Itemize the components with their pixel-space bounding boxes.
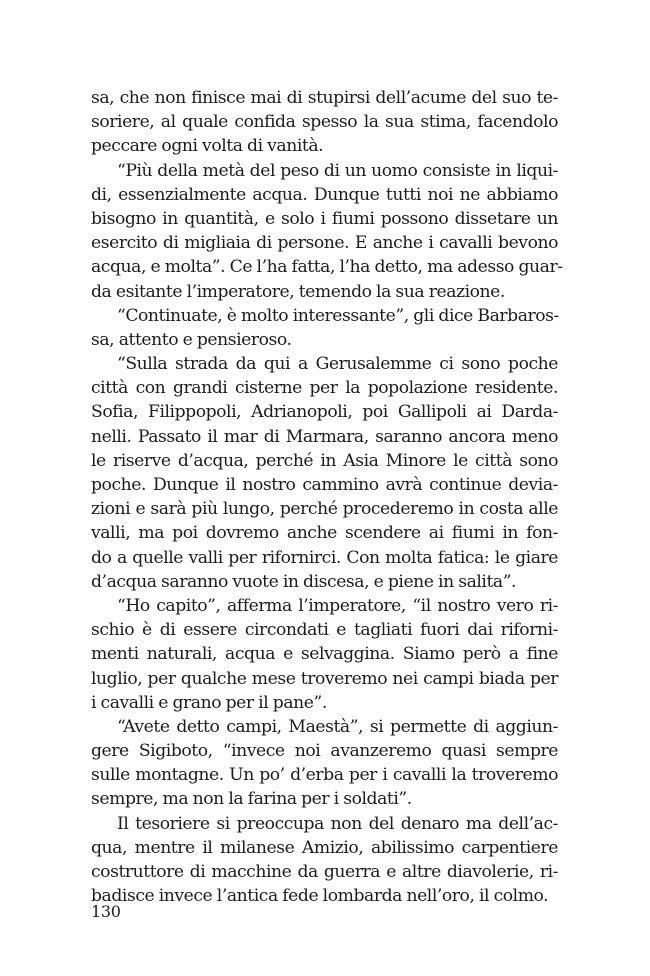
text-line: “Più della metà del peso di un uomo consiste in liqui- — [117, 160, 558, 181]
text-line: città con grandi cisterne per la popolazione residente. — [91, 378, 558, 399]
text-line: Il tesoriere si preoccupa non del denaro ma dell’ac- — [117, 813, 558, 834]
text-line: menti naturali, acqua e selvaggina. Siamo però a fine — [91, 644, 558, 665]
text-line: luglio, per qualche mese troveremo nei campi biada per — [91, 668, 558, 689]
text-line: sa, attento e pensieroso. — [91, 329, 292, 350]
text-line: “Avete detto campi, Maestà”, si permette di aggiun- — [117, 716, 558, 737]
page-number: 130 — [91, 902, 121, 921]
text-line: costruttore di macchine da guerra e altre diavolerie, ri- — [91, 862, 558, 882]
text-line: gere Sigiboto, “invece noi avanzeremo quasi sempre — [91, 741, 558, 762]
text-line: sa, che non finisce mai di stupirsi dell’acume del suo te- — [91, 88, 558, 108]
text-line: do a quelle valli per rifornirci. Con molta fatica: le giare — [91, 547, 558, 568]
text-line: sulle montagne. Un po’ d’erba per i cavalli la troveremo — [91, 765, 558, 786]
text-line: di, essenzialmente acqua. Dunque tutti noi ne abbiamo — [91, 184, 558, 205]
text-line: valli, ma poi dovremo anche scendere ai fiumi in fon- — [91, 523, 558, 544]
text-line: “Sulla strada da qui a Gerusalemme ci sono poche — [117, 354, 558, 375]
text-line: sempre, ma non la farina per i soldati”. — [91, 789, 412, 810]
text-line: acqua, e molta”. Ce l’ha fatta, l’ha detto, ma adesso guar- — [91, 257, 563, 278]
text-line: poche. Dunque il nostro cammino avrà continue devia- — [91, 475, 558, 495]
text-line: nelli. Passato il mar di Marmara, saranno ancora meno — [91, 426, 558, 447]
text-line: le riserve d’acqua, perché in Asia Minore le città sono — [91, 450, 558, 471]
body-text — [91, 86, 563, 908]
text-line: bisogno in quantità, e solo i fiumi possono dissetare un — [91, 208, 558, 229]
text-line: qua, mentre il milanese Amizio, abilissimo carpentiere — [91, 837, 558, 858]
text-line: “Ho capito”, afferma l’imperatore, “il nostro vero ri- — [117, 595, 558, 616]
text-line: i cavalli e grano per il pane”. — [91, 692, 327, 713]
text-line: “Continuate, è molto interessante”, gli dice Barbaros- — [117, 305, 559, 326]
text-line: zioni e sarà più lungo, perché procederemo in costa alle — [91, 499, 558, 520]
text-line: soriere, al quale confida spesso la sua stima, facendolo — [91, 112, 558, 133]
text-line: peccare ogni volta di vanità. — [91, 136, 324, 157]
text-line: da esitante l’imperatore, temendo la sua reazione. — [91, 281, 505, 302]
text-line: badisce invece l’antica fede lombarda nell’oro, il colmo. — [91, 886, 549, 907]
text-line: Sofia, Filippopoli, Adrianopoli, poi Gallipoli ai Darda- — [91, 402, 558, 423]
text-line: d’acqua saranno vuote in discesa, e piene in salita”. — [91, 571, 517, 592]
text-line: esercito di migliaia di persone. E anche i cavalli bevono — [91, 233, 558, 254]
text-line: schio è di essere circondati e tagliati fuori dai riforni- — [91, 620, 558, 641]
